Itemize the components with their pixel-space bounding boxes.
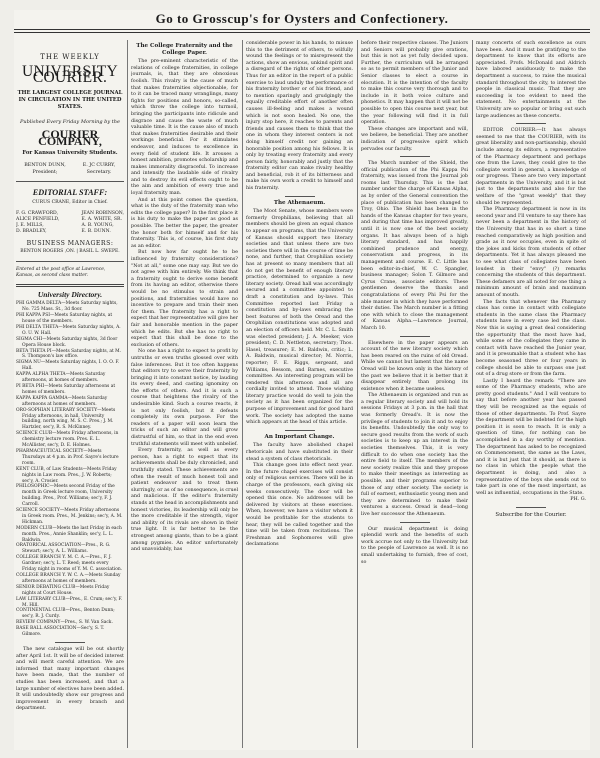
directory-entry: SIGMA CHI—Meets Saturday nights, 3d floor Opera House block. [16,336,118,348]
directory-entry: CONTINENTAL CLUB—Pres., Benton Dunn; sec'y, R. J. Curdy. [16,608,115,620]
article-paragraph: This change goes into effect next year. In the future chapel exercises will consist only of religious services. There will be in charge of the professors, each giving six weeks consecutively. The door will be opened this once. No addresses will be delivered by visitors at these exercises. When, however, we have a visitor whom it would be profitable for the students to hear, they will be called together and the time will be taken from recitations. The Freshman and Sophomores will give declamations [246,462,353,548]
divider [16,261,124,262]
article-paragraph: Every fraternity, as well as every person, has a right to expect that its achievements shall be duly chronicled, and truthfully stated. These achievements are often the result of much honest toil and patient endeavor and to treat them slurringly, or as of no consequence, is cruel and malicious. If the editor's fraternity stands at the head in accomplishments and honest victories, its leadership will only be the more creditable if the strength, vigor and ability of its rivals are shown in their true light. It is far better to be the strongest among giants, than to be a giant among pygmies. An editor unfortunately and unavoidably, has [131,447,238,553]
directory-entry: LAW LITERARY CLUB—Pres., E. Crum; sec'y, F. M. Hill. [16,596,123,608]
directory-entry: BETA THETA PI—Meets Saturday nights, at M. S. Thompson's law office. [16,348,122,360]
article-paragraph: The Athenaeum is organized and run as a regular literary society and will hold its sessions Fridays at 3 p.m. in the hall that was formerly Oread's. It is now the privilege of students to join it and to enjoy its benefits. Undoubtedly the only way to secure good results from the work of such societies is to keep up an interest in the societies themselves. This, it is very difficult to do when one society has the entire field to itself. The members of the new society realize this and they propose to make their meetings as interesting as possible, and their programs superior to those of any other society. The society is full of earnest, enthusiastic young men and they are determined to make their ventures a success. Oread is dead—long live her successor the Athenaeum. [361,392,468,517]
column-divider [127,40,128,748]
divider [16,284,124,287]
staff-name: D. BRADLEY, [16,228,47,234]
article-paragraph: The Pharmacy department is now in its second year and I'll venture to say there has never been a department in the history of the University that has in so short a time reached comparatively as high position and grade as it now occupies, even in spite of the jokes and kicks from students of other departments. Yet it has always pleased me to see what class of collegiates have been loudest in their "envy" (?) remarks concerning the students of this department. These defamers are all noted for one thing a minimum amount of brain and maximum amount of mouth. [476,206,586,298]
article-paragraph: before their respective classes. The Juniors and Seniors will probably give orations, but this is not as yet fully decided upon. Further, the curriculum will be arranged so as to permit members of the Junior and Senior classes to elect a course in elocution. It is the intention of the faculty to make this course very thorough and to include in it both voice culture and phonetics. It may happen that it will not be possible to open this course next year, but the year following will find it in full operation. [361,40,468,126]
column-divider [357,40,358,748]
directory-entry: KAPPA KAPPA GAMMA—Meets Saturday afternoons at homes of members. [16,395,108,407]
staff-name: JEAN ROBINSON, [81,210,124,216]
directory-entry: MODERN CLUB—Meets the last Friday in each month. Pres., Annie Shanklin; sec'y, L. L. Baldwin. [16,525,122,543]
masthead-the-weekly: THE WEEKLY [40,53,100,61]
directory-entry: KENT CLUB, of Law Students—Meets Friday nights in Law room. Pres., J. W. Roberts; sec'y, A. Crosier. [16,466,117,484]
staff-name: A. B. YOUNG, [81,222,114,228]
staff-name: ALICE PENFIELD, [16,216,60,222]
article-paragraph: Our musical department is doing splendid work and the benefits of such work accrue not only to the University but to the people of Lawrence as well. It is no small undertaking to furnish, free of cost, so [361,525,468,565]
shield-note: The March number of the Shield, the official publication of the Phi Kappa Psi fraternity, was issued from the Journal job rooms last Thursday. This is the last number under the charge of Kansas Alpha, as by order of the General convention the place of publication has been changed to Troy, Ohio. The Shield has been in the hands of the Kansas chapter for two years, and during that time has improved greatly, until it is now one of the best society organs. It has always been of a high literary standard, and has happily combined prudence and energy, conservatism and progress, in its management and course. E. C. Little has been editor-in-chief, W. C. Spangler, business manager; Solon T. Gilmore and Cyrus Crane, associate editors. These gentlemen deserve the thanks and congratulations of every Phi Psi for the able manner in which they have performed their duties. The March number is a fitting one with which to close the management of Kansas Alpha.—Lawrence Journal, March 10. [361,160,468,331]
divider [55,642,85,643]
article-paragraph: And at this point comes the question, what is the duty of the fraternity man who edits the college paper? In the first place it is his duty to make the paper as good as possible. The better the paper, the greater the honor both for himself and for his fraternity. This is, of course, his first duty as an editor. [131,196,238,249]
editorial-staff-heading: EDITORIAL STAFF: [32,188,108,198]
masthead-description [16,90,124,111]
directory-entry: PHARMACEUTICAL SOCIETY—Meets Thursdays at 4 p.m. in Prof. Sayre's lecture room. [16,448,119,466]
letter-to-editor: EDITOR COURIER:—It has always seemed to me that the COURIER, with its great liberality and non-partisanship, should include among its editors, a representative of the Pharmacy department and perhaps one from the Laws, they could give to the collegiate world in general, a knowledge of our progress. These are two very important departments in the University, and it is but just to the departments and also for the welfare of the "great weekly" that they should be represented. [476,127,586,206]
article-paragraph: many concerts of such excellence as ours have been. And it must be gratifying to the department to know that its efforts are appreciated. Profs. McDonald and Aldrich have labored assiduously to make the department a success, to raise the musical standard throughout the city, to interest the people in classical music. That they are succeeding is too evident to need the statement. No entertainments at the University are so popular or bring out such large audiences as these concerts. [476,40,586,119]
directory-entry: SIGMA NU—Meets Saturday nights, I. O. O. F. Hall. [16,360,120,372]
divider [16,181,124,182]
directory-entry: BASE BALL ASSOCIATION—Sec'y, S. T. Gilmore. [16,626,105,638]
editor-in-chief: CURUS CRANE, Editor in Chief. [32,199,108,205]
newspaper-page [14,10,590,750]
directory-entry: PI BETA PHI—Meets Saturday afternoons at homes of members. [16,384,116,395]
masthead-officers [16,163,124,176]
article-paragraph: Elsewhere in the paper appears an account of the new literary society which has been reared on the ruins of old Oread. While we cannot but lament that the name Oread will be known only in the history of the past we believe that it is better that it disappear entirely than prolong its existence when it became useless. [361,339,468,392]
divider [516,123,546,124]
divider [400,522,430,523]
divider [516,507,546,508]
directory-entry: PHI GAMMA DELTA—Meets Saturday nights, No. 725 Mass. St., 3d floor. [16,301,118,313]
entered-note: Entered at the post office at Lawrence, Kansas, as second class matter. [16,266,106,278]
directory-entry: REVIEW COMPANY—Pres., S. W. Van Sack. [16,620,113,626]
staff-left [16,211,59,235]
directory-list [16,301,124,638]
staff-name: J. E. MILLS, [16,222,44,228]
directory-entry: ORATORICAL ASSOCIATION—Pres., R. G. Stewart; sec'y, A. L. Williams. [16,543,111,555]
article-paragraph: The faculty have abolished chapel rhetoricals and have substituted in their stead a system of class rhetoricals. [246,442,353,462]
article-paragraph: These changes are important and will, we believe, be beneficial. They are another indication of progressive spirit which pervades our faculty. [361,125,468,152]
column-2 [131,40,238,748]
directory-entry: PHILOSOPHIC—Meets second Friday of the month in Greek lecture room, University building. Pres., Prof. Williams; sec'y, F. J. Carroll. [16,484,115,508]
column-divider [472,40,473,748]
catalogue-note: The new catalogue will be out shortly after April 1st. It will be of decided interest and will merit careful attention. We are informed that many important changes have been made, that the number of studies has been increased, and that a large number of electives have been added. It will undoubtedly show our progress and improvement in every branch and department. [16,645,124,712]
masthead-publisher: COURIER COMPANY, [38,127,102,148]
masthead-secretary: E. JC CURRY, Secretary. [82,163,116,175]
directory-entry: ORO-SOPHIAN LITERARY SOCIETY—Meets Friday afternoons, in hall, University building, north wing, M. S. C. Pres.; J. M. Hartzler, sec'y, R. S. McKinney. [16,407,116,431]
column-divider [242,40,243,748]
letter-signature: PH. G. [570,496,586,503]
masthead-published: Published Every Friday Morning by the [20,118,120,125]
article-heading-change: An Important Change. [264,433,335,440]
article-paragraph: No one has a right to expect to profit by untruths or even truths glossed over with false inferences. But it too often happens that editors try to serve their fraternity by bringing it into constant notice, by lauding its every deed, and casting ignominy on the efforts of others. And it is such a course that heightens the rivalry of the undesirable kind. Such a course reacts, it is not only foolish, but it defeats completely its own purpose. For the readers of a paper will soon learn the tricks of such an editor and will grow distrustful of him, so that in the end even truthful statements will meet with unbelief. [131,348,238,447]
staff-name: E. B. DUNN. [81,228,111,234]
directory-entry: KAPPA ALPHA THETA—Meets Saturday afternoons, at homes of members. [16,372,106,384]
business-managers-heading: BUSINESS MANAGERS: [26,239,114,247]
directory-entry: SCIENCE SOCIETY—Meets Friday afternoons in Greek room. Pres., M. Jenkins; sec'y, A. M. Hickman. [16,508,123,525]
masthead-desc-line1: THE LARGEST COLLEGE JOURNAL [17,89,123,96]
article-heading-fraternity: The College Fraternity and the College Paper. [136,43,233,56]
directory-entry: PHI KAPPA PSI—Meets Saturday nights, at house of the members. [16,313,113,325]
divider [400,336,430,337]
page-banner: Go to Grosscup's for Oysters and Confectionery. [155,11,449,26]
banner-rule-top [14,29,590,30]
banner-rule-bottom [14,32,590,33]
directory-entry: PHI DELTA THETA—Meets Saturday nights, A. O. U. W. Hall. [16,324,121,336]
staff-right [81,211,124,235]
masthead-for-students: For Kansas University Students. [22,149,118,156]
article-paragraph: The facts that whenever the Pharmacy class has come in contact with collegiate students in the same class the Pharmacy students have in every case led the class. Now this is saying a great deal considering the opportunity that the most have had, while some of the collegiates they came in contact with have reached the Junior year, and it is presumable that a student who has become seasoned three or four years in college should be able to surpass one just out of a drug store or from the farm. [476,298,586,378]
article-paragraph: The Moot Senate, whose members were formerly Orophilians, believing that all members should be given an equal chance to appear on programs, that the University of Kansas should support two literary societies and that unless there are two societies there will in the course of time be none, and further, that Orophilian society has at present so many members that all do not get the benefit of enough literary practice, determined to organize a new literary society. Oread hall was accordingly secured and a committee appointed to draft a constitution and by-laws. This Committee reported last Friday a constitution and by-laws embracing the best features of both the Oread and the Orophilian constitutions was adopted and an election of officers held. Mr. C. L. Smith was elected president; J. A. Meeker, vice president; C. D. Nettleton, secretary; Thos. Hasel, treasurer; E. M. Baldwin, critic; L. A. Baldwin, musical director; M. Norris, reporter; F. E. Riggs, sergeant, and Williams, Bessom, and Barnes, executive committee. An interesting program will be rendered this afternoon and all are cordially invited to attend. Those wishing literary practice would do well to join the society as it has been organized for the purpose of improvement and for good hard work. The society has adopted the name which appears at the head of this article. [246,208,353,426]
article-paragraph: considerable power in his hands, to misuse this to the detriment of others, to wilfully wound the feelings or to misrepresent the actions, show an envious, unkind spirit and a disregard of the rights of other persons. Thus for an editor in the report of a public exercise to laud unduly the performance of his fraternity brother or of his friend, and to mention sparingly and grudgingly the equally creditable effort of another often causes ill-feeling and makes a wound which is not soon healed. No one, the injury stop here, it reaches to parents and friends and causes them to think that the one in whom they interest centers is not doing himself credit nor gaining an honorable position among his fellows. It is only by treating every fraternity and every person fairly, honorably and justly that the fraternity editor can make rivalry healthy and beneficial, rob it of its bitterness and make his own work a credit to himself and his fraternity. [246,40,353,192]
editorial-staff-list [16,211,124,235]
directory-entry: COLLEGE BRANCH Y. W. C. A.—Meets Sunday afternoons at homes of members. [16,573,121,584]
article-paragraph: But now how far ought he to be influenced by fraternity considerations? "Not at all," some one may say. But we do not agree with him entirely. We think that a fraternity ought to derive some benefit from its having an editor, otherwise there would be no stimulus to strain and positions, and fraternities would have no incentive to prepare and train their men for them. The fraternity has a right to expect that her representative will give her fair and honorable mention in the paper which he edits. But she has no right to expect that this shall be done to the exclusion of others. [131,249,238,348]
staff-name: F. G. CRAWFORD, [16,210,59,216]
column-masthead [16,40,124,748]
article-paragraph: Lastly I heard the remark: "There are some of the Pharmacy students, who are pretty good students." And I will venture to say that before another year has passed they will be recognized as the equals of those of other departments. To Prof. Sayre the department will be indebted for the high position it is soon to reach. It is only a question of time, for nothing can be accomplished in a day worthy of mention. The department has asked to be recognized on Commencement, the same as the Laws, and it is but just that it should, as there is no class in which the people what the department is doing, and also a representative of the boys she sends out to take part in one of the most important, as well as influential, occupations in the State. [476,377,586,496]
directory-heading: University Directory. [37,289,103,299]
article-heading-athenaeum: The Athenaeum. [273,199,326,206]
masthead-president: BENTON DUNN, President; [24,163,66,175]
subscribe-note: Subscribe for the Courier. [495,511,567,518]
column-3 [246,40,353,748]
masthead-title: UNIVERSITY COURIER. [22,62,118,87]
article-paragraph: The pre-eminent characteristic of the relations of college fraternities, in college journals, is, that they are obnoxious foolish. This rivalry is the cause of much that makes fraternities objectionable, for to it can be traced many wranglings, many fights for positions and honors, so-called, which throw the college into turmoil, bringing the participants into ridicule and disgrace and cause the waste of much valuable time. It is the cause also of much that makes fraternities desirable and their workings beneficial. For it stimulates endeavor, and induces to excellence in every field of student life. It arouses a honest ambition, promotes scholarship and makes immorality disgraceful. To increase and intensify the laudable side of rivalry and to destroy its evil effects ought to be the aim and ambition of every true and loyal fraternity man. [131,58,238,197]
directory-entry: SCIENCE CLUB—Meets Friday afternoons, in chemistry lecture room. Pres. E. L. McAllister, sec'y, D. E. Holmes. [16,431,119,449]
divider [285,430,315,431]
masthead-desc-line2: IN CIRCULATION IN THE UNITED STATES. [18,96,122,110]
business-managers-names: BENTON ROGERS ,ON. | BASIL L. SWEPE. [20,249,120,255]
column-5 [476,40,586,748]
column-4 [361,40,468,748]
directory-entry: SENIOR DEBATING CLUB—Meets Friday nights at Court House. [16,584,110,596]
divider [400,156,430,157]
divider [285,196,315,197]
directory-entry: COLLEGE BRANCH Y. M. C. A.—Pres., F. J. Gardner; sec'y, L. T. Reed; meets every Friday night in rooms of Y. M. C. association. [16,555,123,573]
staff-name: E. A. WHITE, SR. [81,216,122,222]
